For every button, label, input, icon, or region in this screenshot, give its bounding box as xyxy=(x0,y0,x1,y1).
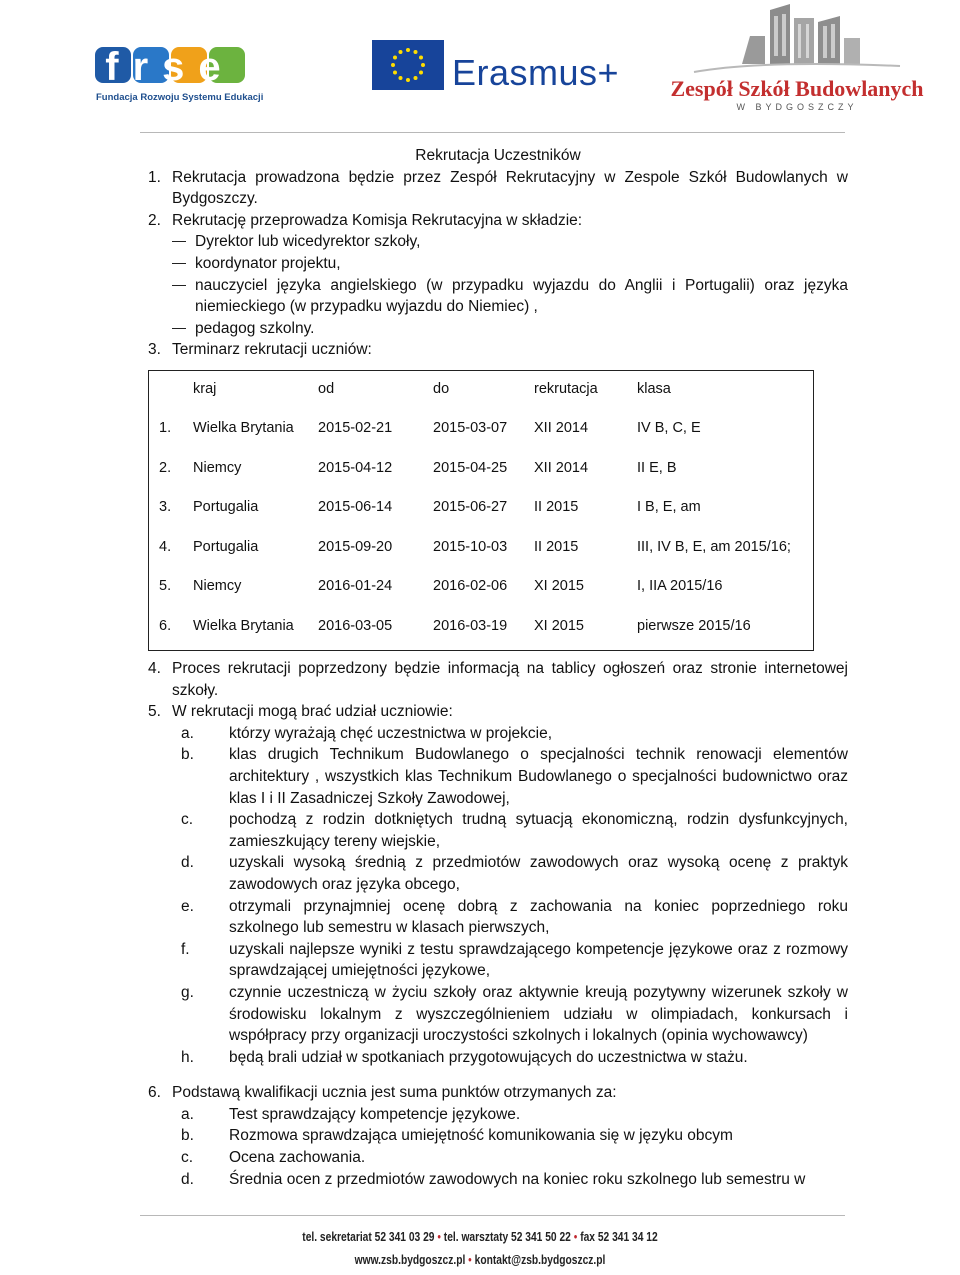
list-item-text: W rekrutacji mogą brać udział uczniowie: xyxy=(172,703,453,721)
table-header-row xyxy=(149,371,813,411)
committee-item: nauczyciel języka angielskiego (w przypadku wyjazdu do Anglii i Portugalii) oraz języka niemieckiego (w przypadku wyjazdu do Niemiec) , xyxy=(148,275,848,318)
footer-phones: tel. sekretariat 52 341 03 29 • tel. warsztaty 52 341 50 22 • fax 52 341 34 12 xyxy=(302,1230,658,1244)
eu-star-icon xyxy=(393,71,397,75)
qualification-item: a. Test sprawdzający kompetencje językowe. xyxy=(181,1105,521,1123)
qualification-item: d. Średnia ocen z przedmiotów zawodowych na koniec roku szkolnego lub semestru w xyxy=(181,1170,806,1188)
list-item-text: Podstawą kwalifikacji ucznia jest suma punktów otrzymanych za: xyxy=(172,1084,617,1102)
list-item: 1. Rekrutacja prowadzona będzie przez Zespół Rekrutacyjny w Zespole Szkół Budowlanych w Bydgoszczy. xyxy=(148,168,848,208)
eligibility-item: h. będą brali udział w spotkaniach przygotowujących do uczestnictwa w stażu. xyxy=(181,1048,748,1066)
page-footer xyxy=(0,1215,960,1275)
page-title: Rekrutacja Uczestników xyxy=(415,147,581,164)
eu-star-icon xyxy=(391,63,395,67)
column-header: do xyxy=(433,380,450,397)
eu-star-icon xyxy=(399,50,403,54)
column-header: rekrutacja xyxy=(534,380,598,397)
table-row: 2. Niemcy 2015-04-12 2015-04-25 XII 2014 II E, B xyxy=(159,459,677,476)
table-row: 3. Portugalia 2015-06-14 2015-06-27 II 2015 I B, E, am xyxy=(159,499,701,516)
committee-item: pedagog szkolny. xyxy=(148,318,848,340)
eu-star-icon xyxy=(419,71,423,75)
eu-flag-icon xyxy=(372,40,444,90)
eu-star-icon xyxy=(399,76,403,80)
eu-star-icon xyxy=(406,48,410,52)
list-item: 6. Podstawą kwalifikacji ucznia jest suma punktów otrzymanych za: xyxy=(148,1084,617,1102)
eligibility-item: d. uzyskali wysoką średnią z przedmiotów zawodowych oraz wysoką ocenę z praktyk zawodowych oraz języka obcego, xyxy=(181,854,848,893)
eligibility-item: g. czynnie uczestniczą w życiu szkoły oraz aktywnie kreują pozytywny wizerunek szkoły w środowisku lokalnym z wyszczególnieniem udziału w olimpiadach, konkursach i współpracy przy organizacji uroczystości szkolnych i lokalnych (opinia wychowawcy) xyxy=(181,983,848,1045)
school-city: W BYDGOSZCZY xyxy=(736,102,858,112)
list-item: 3. Terminarz rekrutacji uczniów: xyxy=(148,341,372,359)
eu-star-icon xyxy=(393,56,397,60)
list-item: 4. Proces rekrutacji poprzedzony będzie informacją na tablicy ogłoszeń oraz stronie internetowej szkoły. xyxy=(148,660,848,699)
committee-item: koordynator projektu, xyxy=(148,253,848,275)
frse-subtitle: Fundacja Rozwoju Systemu Edukacji xyxy=(96,92,264,103)
erasmus-logo-text: Erasmus+ xyxy=(452,52,620,93)
list-item-text: Terminarz rekrutacji uczniów: xyxy=(172,341,372,359)
footer-divider xyxy=(140,1215,845,1216)
eligibility-item: f. uzyskali najlepsze wyniki z testu sprawdzającego kompetencje językowe oraz z rozmowy sprawdzającej umiejętności językowe, xyxy=(181,940,848,980)
list-item: 5. W rekrutacji mogą brać udział uczniowie: xyxy=(148,703,453,721)
list-item: 2. Rekrutację przeprowadza Komisja Rekrutacyjna w składzie: xyxy=(148,211,583,229)
school-name: Zespół Szkół Budowlanych xyxy=(670,76,924,101)
eu-star-icon xyxy=(419,56,423,60)
eu-star-icon xyxy=(414,76,418,80)
eu-star-icon xyxy=(414,50,418,54)
eligibility-item: c. pochodzą z rodzin dotkniętych trudną sytuacją ekonomiczną, rodzin dysfunkcyjnych, zamieszkujący tereny wiejskie, xyxy=(181,811,848,850)
page-header xyxy=(0,0,960,135)
committee-item: Dyrektor lub wicedyrektor szkoły, xyxy=(148,231,848,253)
table-row: 5. Niemcy 2016-01-24 2016-02-06 XI 2015 I, IIA 2015/16 xyxy=(159,578,723,595)
qualification-item: b. Rozmowa sprawdzająca umiejętność komunikowania się w języku obcym xyxy=(181,1127,733,1145)
qualification-item: c. Ocena zachowania. xyxy=(181,1149,366,1167)
list-item-text: Rekrutacja prowadzona będzie przez Zespół Rekrutacyjny w Zespole Szkół Budowlanych w Bydgoszczy. xyxy=(172,168,848,208)
header-divider xyxy=(140,132,845,133)
eu-star-icon xyxy=(421,63,425,67)
table-row: 6. Wielka Brytania 2016-03-05 2016-03-19 XI 2015 pierwsze 2015/16 xyxy=(159,617,751,634)
document-body-continued xyxy=(148,658,848,1190)
school-logo xyxy=(670,2,924,114)
footer-web: www.zsb.bydgoszcz.pl • kontakt@zsb.bydgoszcz.pl xyxy=(354,1253,606,1267)
eligibility-item: e. otrzymali przynajmniej ocenę dobrą z zachowania na koniec poprzedniego roku szkolnego lub semestru w klasach pierwszych, xyxy=(181,897,848,937)
schedule-table xyxy=(148,370,814,651)
column-header: kraj xyxy=(193,380,217,397)
column-header: klasa xyxy=(637,380,671,397)
footer-email[interactable]: kontakt@zsb.bydgoszcz.pl xyxy=(474,1253,606,1267)
eligibility-item: a. którzy wyrażają chęć uczestnictwa w projekcie, xyxy=(181,724,553,742)
list-item-text: Proces rekrutacji poprzedzony będzie informacją na tablicy ogłoszeń oraz stronie internetowej szkoły. xyxy=(172,660,848,699)
eligibility-item: b. klas drugich Technikum Budowlanego o specjalności technik renowacji elementów architektury , wszystkich klas Technikum Budowlanego o specjalności budownictwo oraz klas I i II Zasadniczej Szkoły Zawodowej, xyxy=(181,746,848,807)
frse-logo xyxy=(95,42,264,104)
table-row: 4. Portugalia 2015-09-20 2015-10-03 II 2015 III, IV B, E, am 2015/16; xyxy=(159,538,791,555)
eu-star-icon xyxy=(406,78,410,82)
frse-letters: frse xyxy=(105,45,235,89)
list-item-text: Rekrutację przeprowadza Komisja Rekrutacyjna w składzie: xyxy=(172,211,583,229)
document-body xyxy=(148,145,848,651)
column-header: od xyxy=(318,380,335,397)
table-row: 1. Wielka Brytania 2015-02-21 2015-03-07 XII 2014 IV B, C, E xyxy=(159,420,701,437)
footer-website[interactable]: www.zsb.bydgoszcz.pl xyxy=(354,1253,466,1267)
